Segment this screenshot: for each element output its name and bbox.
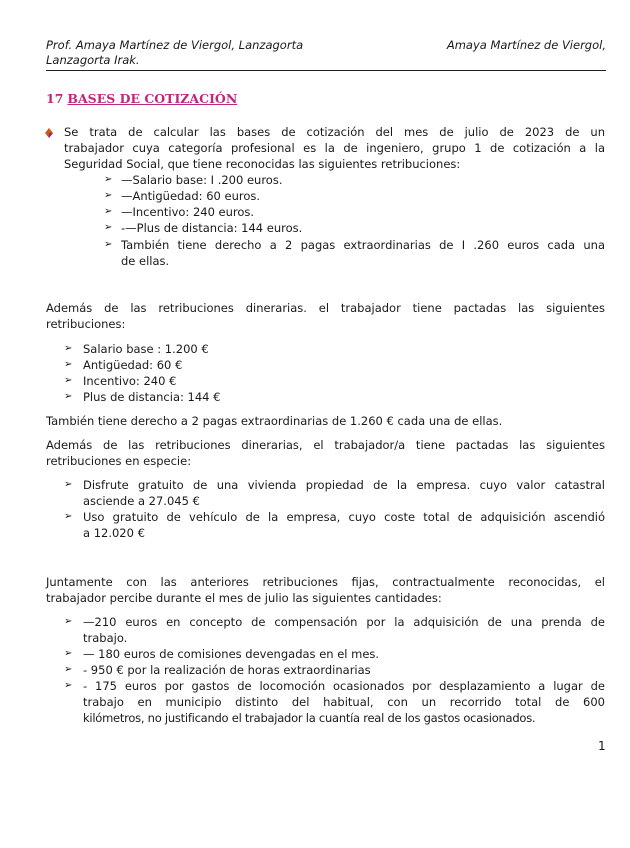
text-line: -—Plus de distancia: 144 euros. (121, 221, 303, 235)
text-line: retribuciones en especie: (46, 454, 192, 468)
text-line: asciende a 27.045 € (83, 494, 200, 508)
list-item: Salario base : 1.200 € (83, 342, 209, 356)
list-item: Plus de distancia: 144 € (83, 390, 221, 404)
arrow-bullet-icon: ➢ (104, 190, 113, 201)
list-item (121, 237, 605, 269)
section-title (46, 91, 237, 106)
text-line: Se trata de calcular las bases de cotización del mes de julio de 2023 de un (64, 125, 605, 139)
text-line: —Incentivo: 240 euros. (121, 205, 255, 219)
list-item (83, 477, 605, 509)
arrow-bullet-icon: ➢ (64, 648, 73, 659)
arrow-bullet-icon: ➢ (64, 391, 73, 402)
section-number: 17 (46, 91, 64, 106)
text-line: trabajador cuya categoría profesional es la de ingeniero, grupo 1 de cotización a la (64, 141, 605, 155)
text-line: Disfrute gratuito de una vivienda propiedad de la empresa. cuyo valor catastral (83, 478, 605, 492)
text-line: También tiene derecho a 2 pagas extraordinarias de I .260 euros cada una (121, 238, 605, 252)
text-line: de ellas. (121, 254, 170, 268)
text-line: Seguridad Social, que tiene reconocidas las siguientes retribuciones: (64, 157, 461, 171)
arrow-bullet-icon: ➢ (104, 206, 113, 217)
list-item (121, 188, 605, 204)
arrow-bullet-icon: ➢ (64, 511, 73, 522)
text-line: — 180 euros de comisiones devengadas en el mes. (83, 647, 380, 661)
arrow-bullet-icon: ➢ (104, 222, 113, 233)
section-title-text: BASES DE COTIZACIÓN (67, 91, 238, 106)
arrow-bullet-icon: ➢ (64, 375, 73, 386)
header-author: Prof. Amaya Martínez de Viergol, Lanzagorta (46, 38, 304, 52)
text-line: kilómetros, no justificando el trabajador la cuantía real de los gastos ocasionados. (83, 711, 536, 725)
header-divider (46, 70, 606, 71)
intro-paragraph (64, 124, 605, 172)
text-line: - 175 euros por gastos de locomoción ocasionados por desplazamiento a lugar de (83, 679, 605, 693)
page-number: 1 (598, 739, 606, 753)
paragraph (46, 300, 605, 332)
list-item: Antigüedad: 60 € (83, 358, 183, 372)
text-line: a 12.020 € (83, 526, 145, 540)
list-item (83, 678, 605, 726)
arrow-bullet-icon: ➢ (64, 616, 73, 627)
text-line: trabajador percibe durante el mes de julio las siguientes cantidades: (46, 591, 442, 605)
list-item (83, 646, 605, 662)
header-author-right: Amaya Martínez de Viergol, (446, 38, 606, 52)
list-item (121, 204, 605, 220)
list-item (121, 220, 605, 236)
arrow-bullet-icon: ➢ (64, 359, 73, 370)
arrow-bullet-icon: ➢ (104, 174, 113, 185)
text-line: trabajo. (83, 631, 128, 645)
list-item (83, 509, 605, 541)
diamond-bullet-icon (45, 128, 53, 138)
text-line: trabajo en municipio distinto del habitual, con un recorrido total de 600 (83, 695, 605, 709)
text-line: —Antigüedad: 60 euros. (121, 189, 261, 203)
list-item: Incentivo: 240 € (83, 374, 177, 388)
header-author-line2: Lanzagorta Irak. (46, 53, 140, 67)
page-header (46, 38, 606, 68)
list-item (83, 614, 605, 646)
text-line: —210 euros en concepto de compensación por la adquisición de una prenda de (83, 615, 605, 629)
list-item (83, 662, 605, 678)
arrow-bullet-icon: ➢ (104, 239, 113, 250)
list-item (121, 172, 605, 188)
text-line: Además de las retribuciones dinerarias. el trabajador tiene pactadas las siguientes (46, 301, 605, 315)
paragraph (46, 574, 605, 606)
text-line: Uso gratuito de vehículo de la empresa, cuyo coste total de adquisición ascendió (83, 510, 605, 524)
arrow-bullet-icon: ➢ (64, 343, 73, 354)
paragraph (46, 437, 605, 469)
text-line: —Salario base: I .200 euros. (121, 173, 283, 187)
text-line: retribuciones: (46, 317, 126, 331)
paragraph: También tiene derecho a 2 pagas extraordinarias de 1.260 € cada una de ellas. (46, 414, 503, 428)
arrow-bullet-icon: ➢ (64, 479, 73, 490)
text-line: Además de las retribuciones dinerarias, el trabajador/a tiene pactadas las siguientes (46, 438, 605, 452)
text-line: - 950 € por la realización de horas extraordinarias (83, 663, 371, 677)
arrow-bullet-icon: ➢ (64, 680, 73, 691)
text-line: Juntamente con las anteriores retribuciones fijas, contractualmente reconocidas, el (46, 575, 605, 589)
arrow-bullet-icon: ➢ (64, 664, 73, 675)
